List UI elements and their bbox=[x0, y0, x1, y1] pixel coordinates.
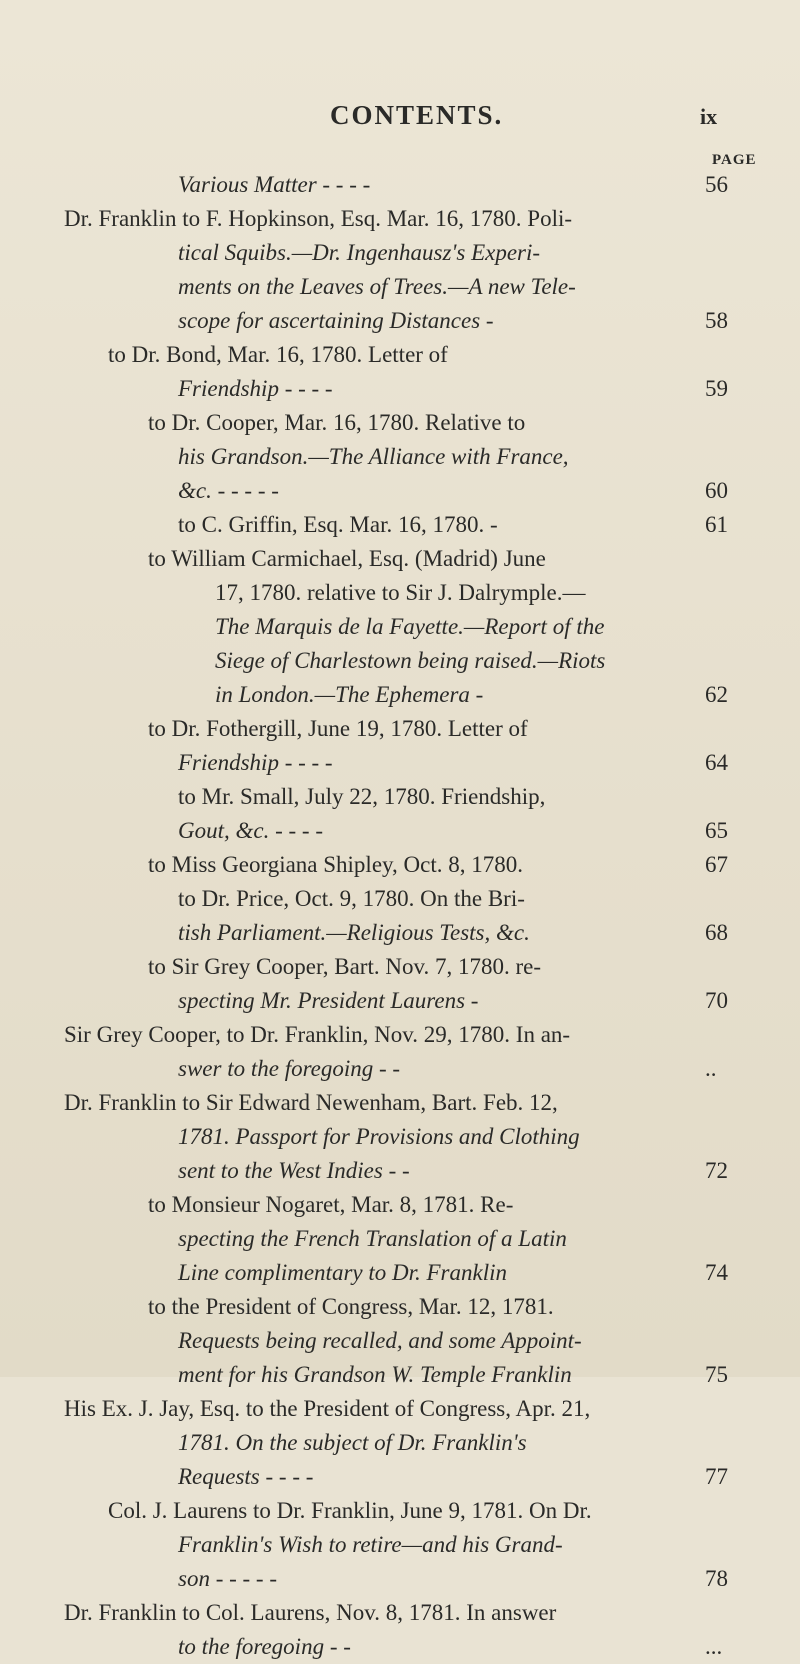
contents-line bbox=[0, 1154, 800, 1188]
entry-text: specting the French Translation of a Latin bbox=[178, 1226, 567, 1251]
contents-line bbox=[0, 678, 800, 712]
entry-page-number: 74 bbox=[705, 1260, 728, 1285]
entry-page-number: 58 bbox=[705, 308, 728, 333]
entry-text: to Dr. Fothergill, June 19, 1780. Letter of bbox=[148, 716, 528, 741]
contents-line bbox=[0, 780, 800, 814]
entry-text: 1781. Passport for Provisions and Clothing bbox=[178, 1124, 580, 1149]
entry-text: Dr. Franklin to F. Hopkinson, Esq. Mar. 16, 1780. Poli- bbox=[64, 206, 573, 231]
page-column-label: PAGE bbox=[712, 152, 757, 168]
entry-page-number: 60 bbox=[705, 478, 728, 503]
contents-line bbox=[0, 1120, 800, 1154]
entry-text: Franklin's Wish to retire—and his Grand- bbox=[178, 1532, 563, 1557]
entry-text: in London.—The Ephemera - bbox=[215, 682, 484, 707]
entry-page-number: 59 bbox=[705, 376, 728, 401]
contents-line bbox=[0, 950, 800, 984]
contents-line bbox=[0, 1630, 800, 1664]
contents-line bbox=[0, 1358, 800, 1392]
entry-text: Various Matter - - - - bbox=[178, 172, 371, 197]
entry-text: specting Mr. President Laurens - bbox=[178, 988, 479, 1013]
page-number: ix bbox=[700, 104, 718, 129]
entry-text: His Ex. J. Jay, Esq. to the President of Congress, Apr. 21, bbox=[64, 1396, 591, 1421]
contents-line bbox=[0, 1188, 800, 1222]
contents-line bbox=[0, 542, 800, 576]
entry-text: Siege of Charlestown being raised.—Riots bbox=[215, 648, 606, 673]
contents-line bbox=[0, 1596, 800, 1630]
entry-text: to William Carmichael, Esq. (Madrid) June bbox=[148, 546, 546, 571]
contents-line bbox=[0, 814, 800, 848]
entry-page-number: 61 bbox=[705, 512, 728, 537]
contents-line bbox=[0, 1392, 800, 1426]
entry-text: Line complimentary to Dr. Franklin bbox=[178, 1260, 507, 1285]
entry-page-number: 75 bbox=[705, 1362, 728, 1387]
entry-text: to Mr. Small, July 22, 1780. Friendship, bbox=[178, 784, 546, 809]
entry-text: Gout, &c. - - - - bbox=[178, 818, 323, 843]
entry-text: to Dr. Cooper, Mar. 16, 1780. Relative to bbox=[148, 410, 526, 435]
contents-line bbox=[0, 406, 800, 440]
entry-page-number: ... bbox=[705, 1634, 723, 1659]
entry-page-number: 78 bbox=[705, 1566, 728, 1591]
entry-page-number: 68 bbox=[705, 920, 728, 945]
contents-line bbox=[0, 848, 800, 882]
contents-line bbox=[0, 1426, 800, 1460]
contents-line bbox=[0, 202, 800, 236]
entry-text: to Miss Georgiana Shipley, Oct. 8, 1780. bbox=[148, 852, 523, 877]
entry-text: to Dr. Price, Oct. 9, 1780. On the Bri- bbox=[178, 886, 525, 911]
entry-text: Friendship - - - - bbox=[178, 376, 333, 401]
entry-page-number: 67 bbox=[705, 852, 728, 877]
entry-text: 1781. On the subject of Dr. Franklin's bbox=[178, 1430, 527, 1455]
entry-page-number: 64 bbox=[705, 750, 728, 775]
entry-text: to Sir Grey Cooper, Bart. Nov. 7, 1780. re- bbox=[148, 954, 541, 979]
contents-line bbox=[0, 916, 800, 950]
entry-text: sent to the West Indies - - bbox=[178, 1158, 410, 1183]
contents-line bbox=[0, 1324, 800, 1358]
contents-line bbox=[0, 984, 800, 1018]
entry-page-number: .. bbox=[705, 1056, 717, 1081]
entry-text: to the President of Congress, Mar. 12, 1781. bbox=[148, 1294, 554, 1319]
contents-list bbox=[0, 168, 800, 1664]
contents-line bbox=[0, 1528, 800, 1562]
contents-line bbox=[0, 1018, 800, 1052]
contents-line bbox=[0, 746, 800, 780]
entry-text: Sir Grey Cooper, to Dr. Franklin, Nov. 29, 1780. In an- bbox=[64, 1022, 571, 1047]
entry-page-number: 65 bbox=[705, 818, 728, 843]
contents-line bbox=[0, 168, 800, 202]
entry-text: ment for his Grandson W. Temple Franklin bbox=[178, 1362, 572, 1387]
contents-line bbox=[0, 338, 800, 372]
entry-text: ments on the Leaves of Trees.—A new Tele- bbox=[178, 274, 576, 299]
contents-line bbox=[0, 1460, 800, 1494]
contents-line bbox=[0, 508, 800, 542]
contents-line bbox=[0, 1290, 800, 1324]
entry-text: to the foregoing - - bbox=[178, 1634, 351, 1659]
entry-text: swer to the foregoing - - bbox=[178, 1056, 401, 1081]
entry-text: to Dr. Bond, Mar. 16, 1780. Letter of bbox=[108, 342, 448, 367]
contents-line bbox=[0, 236, 800, 270]
entry-text: to C. Griffin, Esq. Mar. 16, 1780. - bbox=[178, 512, 498, 537]
entry-text: tish Parliament.—Religious Tests, &c. bbox=[178, 920, 530, 945]
entry-page-number: 56 bbox=[705, 172, 728, 197]
entry-text: 17, 1780. relative to Sir J. Dalrymple.— bbox=[215, 580, 586, 605]
entry-text: Dr. Franklin to Col. Laurens, Nov. 8, 1781. In answer bbox=[64, 1600, 557, 1625]
entry-text: tical Squibs.—Dr. Ingenhausz's Experi- bbox=[178, 240, 541, 265]
entry-page-number: 62 bbox=[705, 682, 728, 707]
contents-line bbox=[0, 712, 800, 746]
contents-line bbox=[0, 610, 800, 644]
contents-line bbox=[0, 1086, 800, 1120]
entry-text: scope for ascertaining Distances - bbox=[178, 308, 494, 333]
contents-line bbox=[0, 1052, 800, 1086]
contents-line bbox=[0, 644, 800, 678]
contents-line bbox=[0, 1494, 800, 1528]
entry-page-number: 70 bbox=[705, 988, 728, 1013]
contents-line bbox=[0, 882, 800, 916]
page-header bbox=[0, 100, 800, 140]
contents-line bbox=[0, 1222, 800, 1256]
entry-text: son - - - - - bbox=[178, 1566, 277, 1591]
entry-page-number: 72 bbox=[705, 1158, 728, 1183]
contents-line bbox=[0, 1562, 800, 1596]
entry-text: Requests - - - - bbox=[178, 1464, 314, 1489]
entry-text: Requests being recalled, and some Appoint- bbox=[178, 1328, 582, 1353]
contents-line bbox=[0, 576, 800, 610]
entry-text: Friendship - - - - bbox=[178, 750, 333, 775]
entry-text: Col. J. Laurens to Dr. Franklin, June 9, 1781. On Dr. bbox=[108, 1498, 592, 1523]
entry-text: to Monsieur Nogaret, Mar. 8, 1781. Re- bbox=[148, 1192, 514, 1217]
entry-text: Dr. Franklin to Sir Edward Newenham, Bart. Feb. 12, bbox=[64, 1090, 558, 1115]
page-title: CONTENTS. bbox=[330, 100, 504, 130]
entry-page-number: 77 bbox=[705, 1464, 728, 1489]
entry-text: The Marquis de la Fayette.—Report of the bbox=[215, 614, 605, 639]
contents-line bbox=[0, 270, 800, 304]
contents-line bbox=[0, 474, 800, 508]
contents-line bbox=[0, 372, 800, 406]
entry-text: his Grandson.—The Alliance with France, bbox=[178, 444, 569, 469]
entry-text: &c. - - - - - bbox=[178, 478, 279, 503]
contents-line bbox=[0, 440, 800, 474]
contents-line bbox=[0, 1256, 800, 1290]
contents-line bbox=[0, 304, 800, 338]
